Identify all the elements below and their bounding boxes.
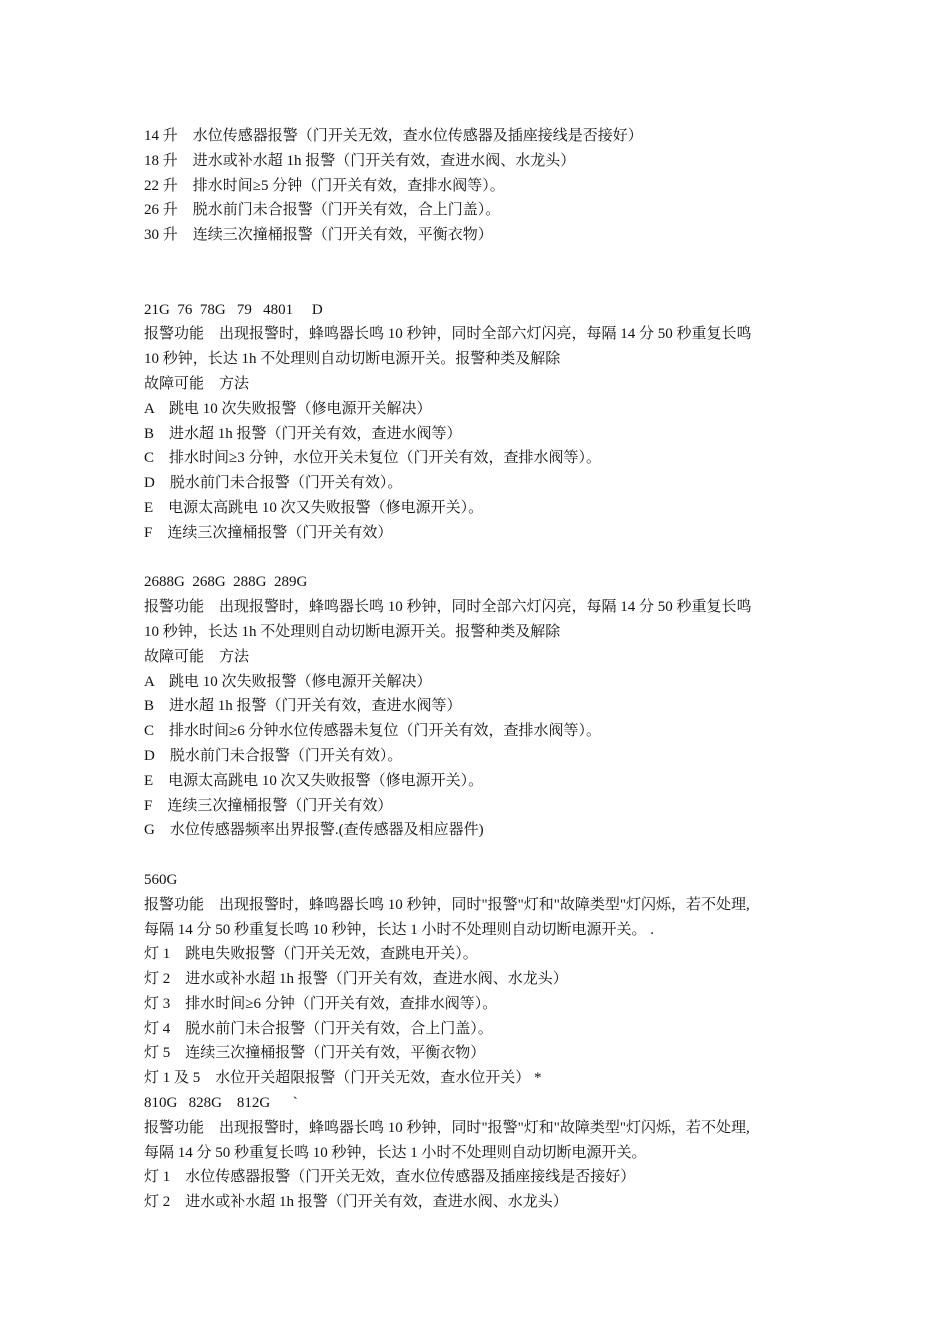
list-item: A 跳电 10 次失败报警（修电源开关解决）: [144, 673, 432, 690]
text-line: 报警功能 出现报警时，蜂鸣器长鸣 10 秒钟，同时全部六灯闪亮，每隔 14 分 50 秒重复长鸣: [144, 326, 752, 343]
text-line: 26 升 脱水前门未合报警（门开关有效，合上门盖）。: [144, 202, 501, 219]
text-line: 报警功能 出现报警时，蜂鸣器长鸣 10 秒钟，同时"报警"灯和"故障类型"灯闪烁，若不处理,: [144, 896, 750, 913]
text-line: 故障可能 方法: [144, 648, 250, 665]
text-line: 10 秒钟，长达 1h 不处理则自动切断电源开关。报警种类及解除: [144, 623, 561, 640]
section-heading: 810G 828G 812G `: [144, 1095, 298, 1112]
text-line: 故障可能 方法: [144, 375, 250, 392]
document-body: [144, 124, 824, 1215]
text-line: 14 升 水位传感器报警（门开关无效，查水位传感器及插座接线是否接好）: [144, 128, 643, 144]
text-line: 10 秒钟，长达 1h 不处理则自动切断电源开关。报警种类及解除: [144, 351, 561, 368]
spacer: [144, 843, 824, 868]
intro-block: [144, 124, 824, 248]
list-item: 灯 1 水位传感器报警（门开关无效，查水位传感器及插座接线是否接好）: [144, 1169, 636, 1186]
list-item: 灯 4 脱水前门未合报警（门开关有效，合上门盖）。: [144, 1020, 493, 1037]
section-heading: 21G 76 78G 79 4801 D: [144, 301, 323, 318]
list-item: 灯 3 排水时间≥6 分钟（门开关有效，查排水阀等）。: [144, 995, 498, 1012]
list-item: 灯 1 及 5 水位开关超限报警（门开关无效，查水位开关） *: [144, 1070, 542, 1087]
list-item: F 连续三次撞桶报警（门开关有效）: [144, 797, 393, 814]
list-item: 灯 5 连续三次撞桶报警（门开关有效，平衡衣物）: [144, 1045, 486, 1062]
section-21g: [144, 298, 824, 546]
text-line: 18 升 进水或补水超 1h 报警（门开关有效，查进水阀、水龙头）: [144, 152, 576, 169]
section-heading: 560G: [144, 871, 178, 888]
list-item: D 脱水前门未合报警（门开关有效）。: [144, 475, 403, 492]
list-item: E 电源太高跳电 10 次又失败报警（修电源开关）。: [144, 772, 484, 789]
text-line: 报警功能 出现报警时，蜂鸣器长鸣 10 秒钟，同时"报警"灯和"故障类型"灯闪烁，若不处理,: [144, 1119, 750, 1136]
text-line: 22 升 排水时间≥5 分钟（门开关有效，查排水阀等）。: [144, 177, 505, 194]
list-item: B 进水超 1h 报警（门开关有效，查进水阀等）: [144, 698, 462, 715]
list-item: E 电源太高跳电 10 次又失败报警（修电源开关）。: [144, 499, 484, 516]
list-item: F 连续三次撞桶报警（门开关有效）: [144, 524, 393, 541]
list-item: C 排水时间≥6 分钟水位传感器未复位（门开关有效，查排水阀等）。: [144, 723, 601, 740]
list-item: G 水位传感器频率出界报警.(查传感器及相应器件): [144, 822, 484, 839]
list-item: A 跳电 10 次失败报警（修电源开关解决）: [144, 400, 432, 417]
section-heading: 2688G 268G 288G 289G: [144, 574, 308, 591]
section-560g: [144, 868, 824, 1215]
list-item: 灯 1 跳电失败报警（门开关无效，查跳电开关）。: [144, 946, 478, 963]
list-item: D 脱水前门未合报警（门开关有效）。: [144, 747, 403, 764]
text-line: 30 升 连续三次撞桶报警（门开关有效，平衡衣物）: [144, 227, 493, 244]
list-item: C 排水时间≥3 分钟，水位开关未复位（门开关有效，查排水阀等）。: [144, 450, 601, 467]
text-line: 每隔 14 分 50 秒重复长鸣 10 秒钟，长达 1 小时不处理则自动切断电源开关。: [144, 1144, 647, 1161]
list-item: B 进水超 1h 报警（门开关有效，查进水阀等）: [144, 425, 462, 442]
spacer: [144, 248, 824, 298]
list-item: 灯 2 进水或补水超 1h 报警（门开关有效，查进水阀、水龙头）: [144, 1194, 568, 1211]
text-line: 报警功能 出现报警时，蜂鸣器长鸣 10 秒钟，同时全部六灯闪亮，每隔 14 分 50 秒重复长鸣: [144, 599, 752, 616]
spacer: [144, 546, 824, 571]
list-item: 灯 2 进水或补水超 1h 报警（门开关有效，查进水阀、水龙头）: [144, 971, 568, 988]
section-2688g: [144, 570, 824, 843]
text-line: 每隔 14 分 50 秒重复长鸣 10 秒钟，长达 1 小时不处理则自动切断电源开关。 .: [144, 921, 655, 938]
